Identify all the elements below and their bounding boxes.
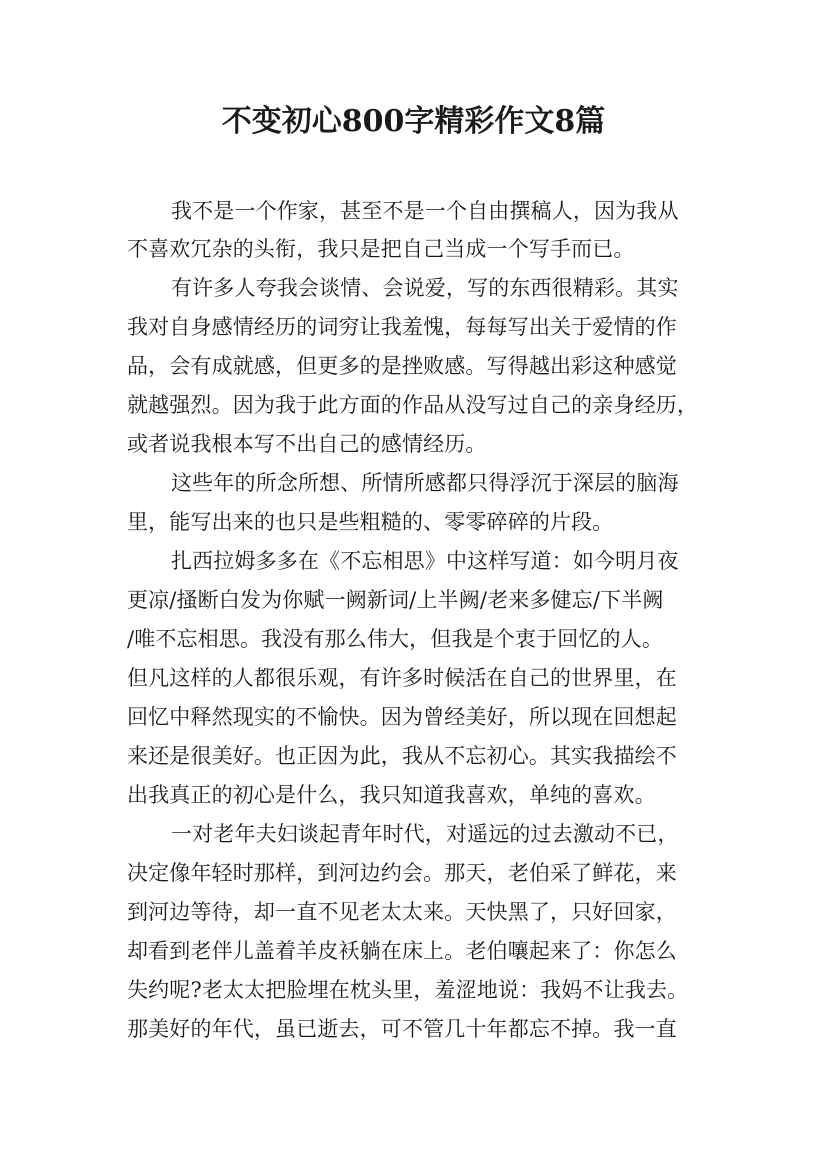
text-line: 就越强烈。因为我于此方面的作品从没写过自己的亲身经历， xyxy=(127,393,699,417)
text-line: 到河边等待，却一直不见老太太来。天快黑了，只好回家， xyxy=(127,900,677,924)
text-line: 有许多人夸我会谈情、会说爱，写的东西很精彩。其实 xyxy=(171,276,679,300)
text-line: 里，能写出来的也只是些粗糙的、零零碎碎的片段。 xyxy=(127,510,614,534)
text-line: 来还是很美好。也正因为此，我从不忘初心。其实我描绘不 xyxy=(127,744,677,768)
text-line: 扎西拉姆多多在《不忘相思》中这样写道：如今明月夜 xyxy=(171,549,679,573)
text-line: 那美好的年代，虽已逝去，可不管几十年都忘不掉。我一直 xyxy=(127,1017,677,1041)
text-line: 不喜欢冗杂的头衔，我只是把自己当成一个写手而已。 xyxy=(127,237,635,261)
text-line: 出我真正的初心是什么，我只知道我喜欢，单纯的喜欢。 xyxy=(127,783,656,807)
text-line: 这些年的所念所想、所情所感都只得浮沉于深层的脑海 xyxy=(171,471,679,495)
text-line: 我对自身感情经历的词穷让我羞愧，每每写出关于爱情的作 xyxy=(127,315,677,339)
text-line: 或者说我根本写不出自己的感情经历。 xyxy=(127,432,487,456)
text-line: 失约呢?老太太把脸埋在枕头里，羞涩地说：我妈不让我去。 xyxy=(127,978,689,1002)
text-line: 回忆中释然现实的不愉快。因为曾经美好，所以现在回想起 xyxy=(127,705,677,729)
text-line: 却看到老伴儿盖着羊皮袄躺在床上。老伯嚷起来了：你怎么 xyxy=(127,939,677,963)
text-line: 但凡这样的人都很乐观，有许多时候活在自己的世界里，在 xyxy=(127,666,677,690)
document-title: 不变初心800字精彩作文8篇 xyxy=(221,104,606,139)
text-line: 决定像年轻时那样，到河边约会。那天，老伯采了鲜花，来 xyxy=(127,861,677,885)
text-line: 品，会有成就感，但更多的是挫败感。写得越出彩这种感觉 xyxy=(127,354,677,378)
text-line: 我不是一个作家，甚至不是一个自由撰稿人，因为我从 xyxy=(171,199,679,223)
text-line: /唯不忘相思。我没有那么伟大，但我是个衷于回忆的人。 xyxy=(127,627,663,651)
text-line: 一对老年夫妇谈起青年时代，对遥远的过去激动不已， xyxy=(171,822,679,846)
text-line: 更凉/搔断白发为你赋一阙新词/上半阙/老来多健忘/下半阙 xyxy=(127,588,664,612)
